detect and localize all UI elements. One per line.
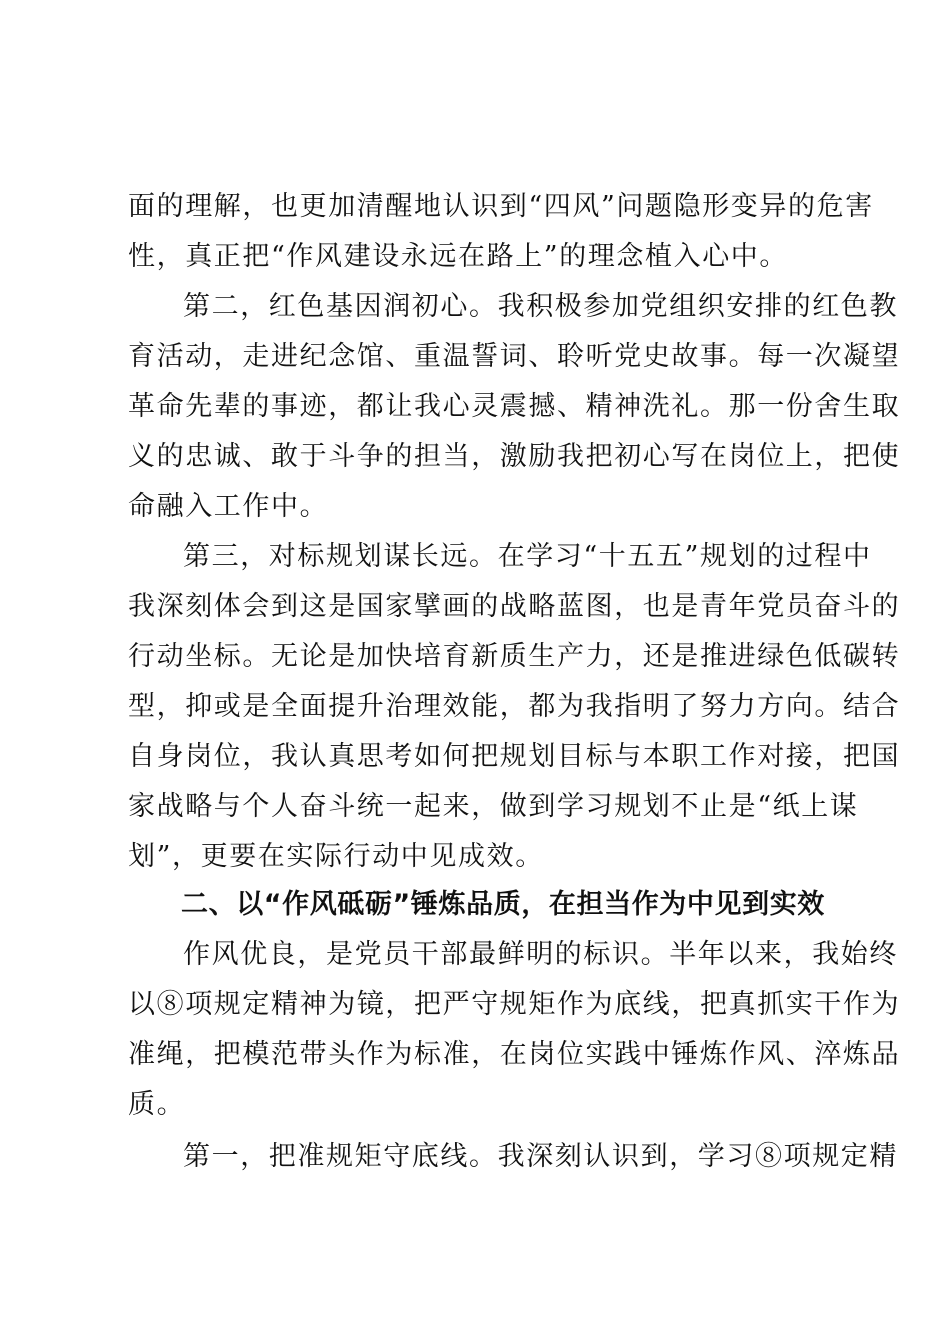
section-heading: 二、以“作风砥砺”锤炼品质，在担当作为中见到实效 [181,889,825,920]
text-line: 义的忠诚、敢于斗争的担当，激励我把初心写在岗位上，把使 [128,441,901,472]
paragraph-first-line: 作风优良，是党员干部最鲜明的标识。半年以来，我始终 [183,939,898,970]
text-line: 育活动，走进纪念馆、重温誓词、聆听党史故事。每一次凝望 [128,341,901,372]
text-line: 我深刻体会到这是国家擘画的战略蓝图，也是青年党员奋斗的 [128,591,901,622]
text-line: 质。 [128,1089,186,1120]
text-line: 面的理解，也更加清醒地认识到“四风”问题隐形变异的危害 [128,191,874,222]
text-line: 型，抑或是全面提升治理效能，都为我指明了努力方向。结合 [128,691,901,722]
paragraph-first-line: 第三，对标规划谋长远。在学习“十五五”规划的过程中 [183,541,872,572]
text-line: 行动坐标。无论是加快培育新质生产力，还是推进绿色低碳转 [128,641,901,672]
paragraph-first-line: 第二，红色基因润初心。我积极参加党组织安排的红色教 [183,291,898,322]
text-line: 划”，更要在实际行动中见成效。 [128,841,544,872]
text-line: 命融入工作中。 [128,491,329,522]
text-line: 以⑧项规定精神为镜，把严守规矩作为底线，把真抓实干作为 [128,989,901,1020]
text-line: 自身岗位，我认真思考如何把规划目标与本职工作对接，把国 [128,741,901,772]
text-line: 革命先辈的事迹，都让我心灵震撼、精神洗礼。那一份舍生取 [128,391,901,422]
text-line: 家战略与个人奋斗统一起来，做到学习规划不止是“纸上谋 [128,791,859,822]
text-line: 性，真正把“作风建设永远在路上”的理念植入心中。 [128,241,789,272]
text-line: 准绳，把模范带头作为标准，在岗位实践中锤炼作风、淬炼品 [128,1039,901,1070]
paragraph-first-line: 第一，把准规矩守底线。我深刻认识到，学习⑧项规定精 [183,1141,898,1172]
